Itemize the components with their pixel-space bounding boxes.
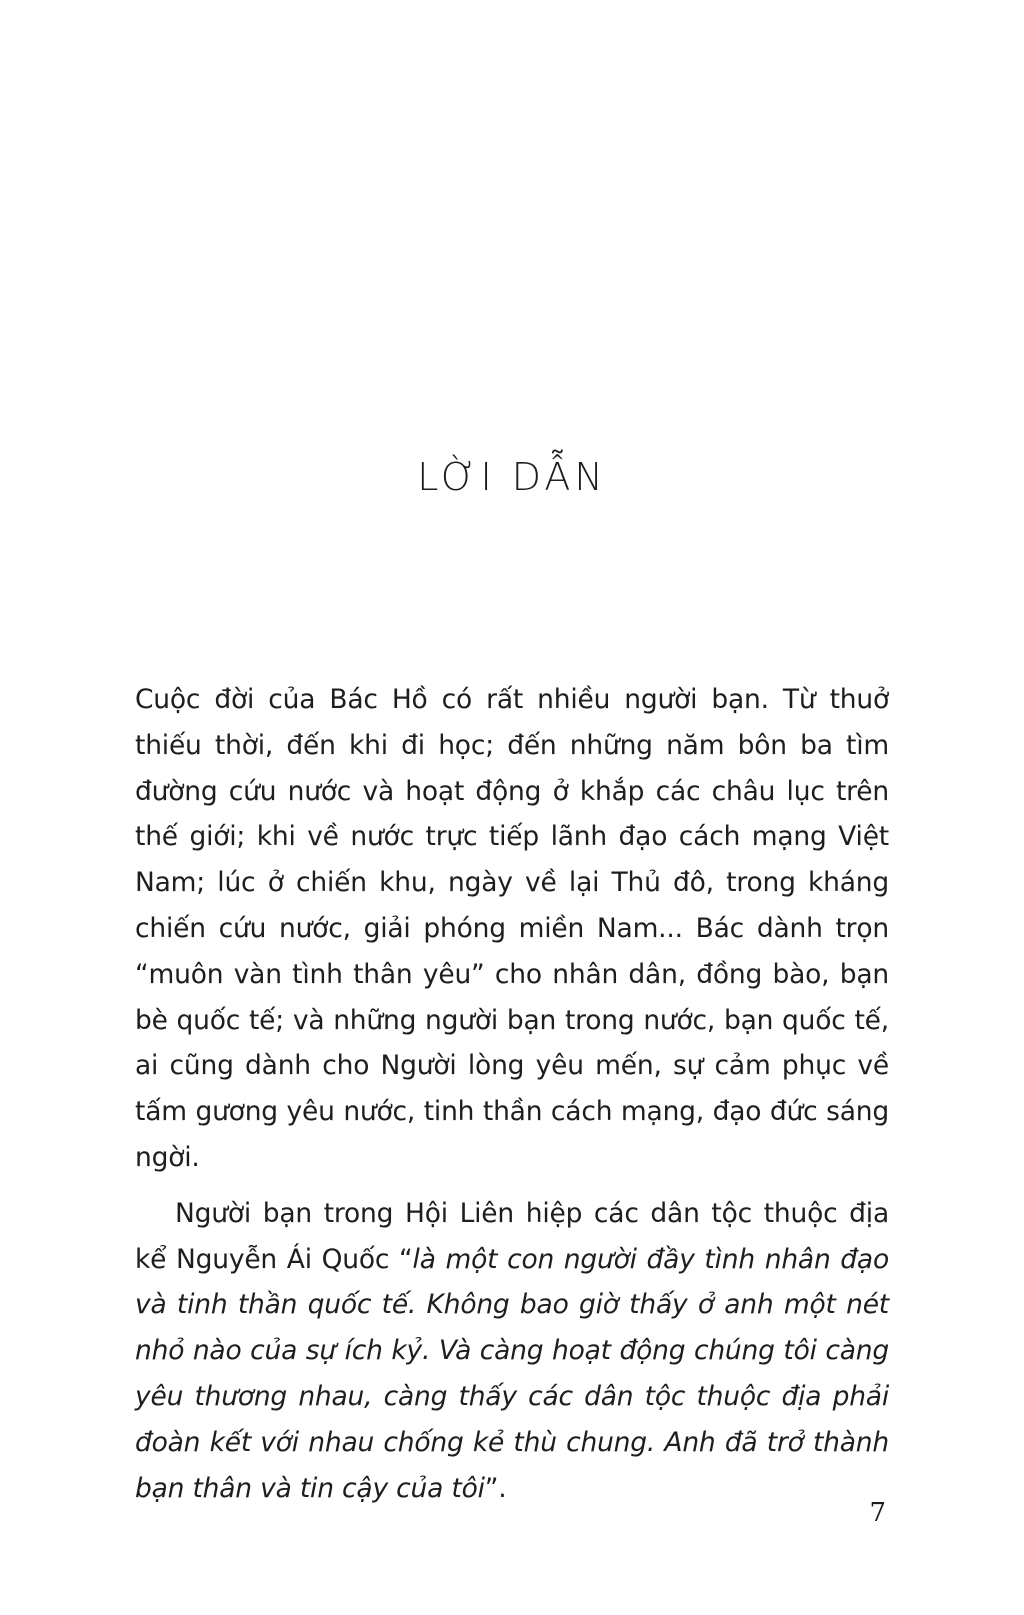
chapter-title: LỜI DẪN bbox=[417, 455, 607, 499]
paragraph-2-tail: ”. bbox=[484, 1472, 507, 1504]
paragraph-1: Cuộc đời của Bác Hồ có rất nhiều người bạn. Từ thuở thiếu thời, đến khi đi học; đến những năm bôn ba tìm đường cứu nước và hoạt động ở khắp các châu lục trên thế giới; khi về nước trực tiếp lãnh đạo cách mạng Việt Nam; lúc ở chiến khu, ngày về lại Thủ đô, trong kháng chiến cứu nước, giải phóng miền Nam... Bác dành trọn “muôn vàn tình thân yêu” cho nhân dân, đồng bào, bạn bè quốc tế; và những người bạn trong nước, bạn quốc tế, ai cũng dành cho Người lòng yêu mến, sự cảm phục về tấm gương yêu nước, tinh thần cách mạng, đạo đức sáng ngời. bbox=[135, 684, 889, 1173]
paragraph-2-quote: là một con người đầy tình nhân đạo và tinh thần quốc tế. Không bao giờ thấy ở anh một nét nhỏ nào của sự ích kỷ. Và càng hoạt động chúng tôi càng yêu thương nhau, càng thấy các dân tộc thuộc địa phải đoàn kết với nhau chống kẻ thù chung. Anh đã trở thành bạn thân và tin cậy của tôi bbox=[135, 1243, 889, 1504]
paragraph-2-lead: Người bạn trong Hội Liên hiệp các dân tộc thuộc địa kể Nguyễn Ái Quốc “ bbox=[135, 1197, 889, 1275]
page-number: 7 bbox=[869, 1498, 886, 1528]
paragraph-2 bbox=[135, 1191, 889, 1512]
body-text bbox=[135, 677, 889, 1511]
